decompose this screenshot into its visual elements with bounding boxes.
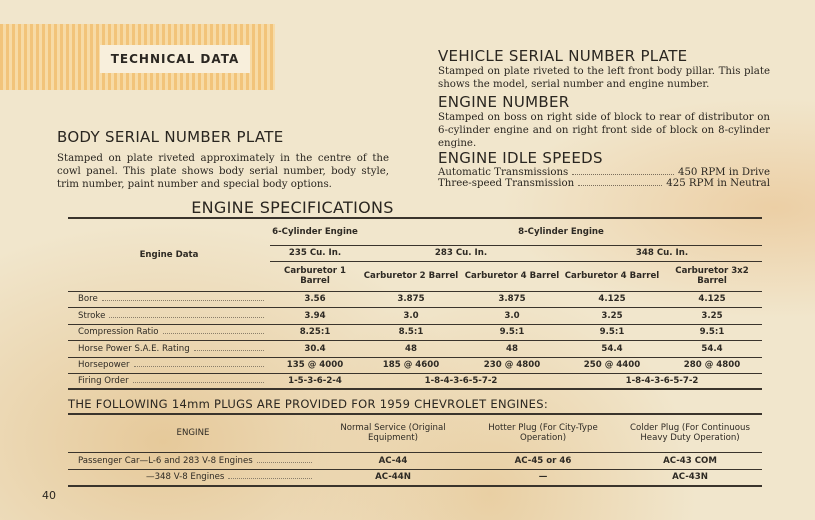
cell: 185 @ 4600 — [360, 357, 462, 374]
vehicle-plate-text: Stamped on plate riveted to the left front body pillar. This plate shows the model, serial number and engine number. — [438, 66, 770, 90]
section-label: TECHNICAL DATA — [100, 45, 250, 73]
page-number: 40 — [42, 489, 56, 502]
idle-row — [438, 167, 770, 178]
table-row — [68, 452, 762, 469]
cell: 8.25:1 — [270, 324, 360, 341]
cell: 3.875 — [360, 291, 462, 308]
table-row — [68, 324, 762, 341]
plug-header: Hotter Plug (For City-Type Operation) — [468, 414, 618, 452]
eight-cyl-header: 8-Cylinder Engine — [360, 218, 762, 245]
engine-spec-table — [68, 217, 762, 390]
cell: 1-8-4-3-6-5-7-2 — [562, 374, 762, 389]
cell: 3.56 — [270, 291, 360, 308]
vehicle-plate-heading: VEHICLE SERIAL NUMBER PLATE — [438, 47, 688, 65]
idle-row — [438, 178, 770, 189]
carb-header: Carburetor 4 Barrel — [462, 261, 562, 291]
cell: 250 @ 4400 — [562, 357, 662, 374]
table-row — [68, 357, 762, 374]
idle-heading: ENGINE IDLE SPEEDS — [438, 149, 603, 167]
cell: 3.94 — [270, 308, 360, 325]
engine-data-header: Engine Data — [68, 218, 270, 291]
displacement-header: 283 Cu. In. — [360, 245, 562, 261]
row-label: Firing Order — [78, 375, 129, 386]
carb-header: Carburetor 2 Barrel — [360, 261, 462, 291]
cell: 280 @ 4800 — [662, 357, 762, 374]
spark-plug-table — [68, 413, 762, 487]
cell: 48 — [360, 341, 462, 358]
idle-value: 425 RPM in Neutral — [666, 178, 770, 189]
table-row — [68, 374, 762, 389]
row-label: Bore — [78, 294, 98, 305]
carb-header: Carburetor 1 Barrel — [270, 261, 360, 291]
row-label: Compression Ratio — [78, 327, 159, 338]
displacement-header: 235 Cu. In. — [270, 245, 360, 261]
body-plate-text: Stamped on plate riveted approximately in the centre of the cowl panel. This plate shows body serial number, body style, trim number, paint number and special body options. — [57, 153, 389, 190]
idle-value: 450 RPM in Drive — [677, 167, 770, 178]
cell: AC-44 — [318, 452, 468, 469]
cell: 9.5:1 — [662, 324, 762, 341]
cell: AC-44N — [318, 469, 468, 486]
engine-number-heading: ENGINE NUMBER — [438, 93, 570, 111]
cell: 8.5:1 — [360, 324, 462, 341]
row-label: —348 V-8 Engines — [146, 472, 225, 483]
cell: 3.875 — [462, 291, 562, 308]
cell: 1-5-3-6-2-4 — [270, 374, 360, 389]
cell: AC-43 COM — [618, 452, 762, 469]
engine-number-text: Stamped on boss on right side of block to rear of distributor on 6-cylinder engine and on right front side of block on 8-cylinder engine. — [438, 112, 770, 149]
cell: 230 @ 4800 — [462, 357, 562, 374]
cell: 3.0 — [462, 308, 562, 325]
displacement-header: 348 Cu. In. — [562, 245, 762, 261]
idle-label: Automatic Transmissions — [438, 167, 569, 178]
six-cyl-header: 6-Cylinder Engine — [270, 218, 360, 245]
cell: 4.125 — [662, 291, 762, 308]
cell: 3.25 — [562, 308, 662, 325]
row-label: Stroke — [78, 310, 106, 321]
cell: — — [468, 469, 618, 486]
cell: 30.4 — [270, 341, 360, 358]
cell: 54.4 — [662, 341, 762, 358]
cell: AC-43N — [618, 469, 762, 486]
plug-header: ENGINE — [68, 414, 318, 452]
cell: 4.125 — [562, 291, 662, 308]
cell: 9.5:1 — [462, 324, 562, 341]
table-row — [68, 308, 762, 325]
specs-heading: ENGINE SPECIFICATIONS — [191, 198, 394, 217]
plugs-heading: THE FOLLOWING 14mm PLUGS ARE PROVIDED FOR 1959 CHEVROLET ENGINES: — [68, 397, 548, 411]
row-label: Horse Power S.A.E. Rating — [78, 343, 190, 354]
cell: 1-8-4-3-6-5-7-2 — [360, 374, 562, 389]
carb-header: Carburetor 4 Barrel — [562, 261, 662, 291]
plug-header: Normal Service (Original Equipment) — [318, 414, 468, 452]
cell: 135 @ 4000 — [270, 357, 360, 374]
table-row — [68, 469, 762, 486]
row-label: Horsepower — [78, 360, 130, 371]
cell: 54.4 — [562, 341, 662, 358]
plug-header: Colder Plug (For Continuous Heavy Duty Operation) — [618, 414, 762, 452]
row-label: Passenger Car—L-6 and 283 V-8 Engines — [78, 455, 253, 466]
carb-header: Carburetor 3x2 Barrel — [662, 261, 762, 291]
idle-label: Three-speed Transmission — [438, 178, 575, 189]
cell: AC-45 or 46 — [468, 452, 618, 469]
cell: 9.5:1 — [562, 324, 662, 341]
table-row — [68, 341, 762, 358]
table-row — [68, 291, 762, 308]
body-plate-heading: BODY SERIAL NUMBER PLATE — [57, 128, 284, 146]
cell: 3.0 — [360, 308, 462, 325]
cell: 48 — [462, 341, 562, 358]
cell: 3.25 — [662, 308, 762, 325]
